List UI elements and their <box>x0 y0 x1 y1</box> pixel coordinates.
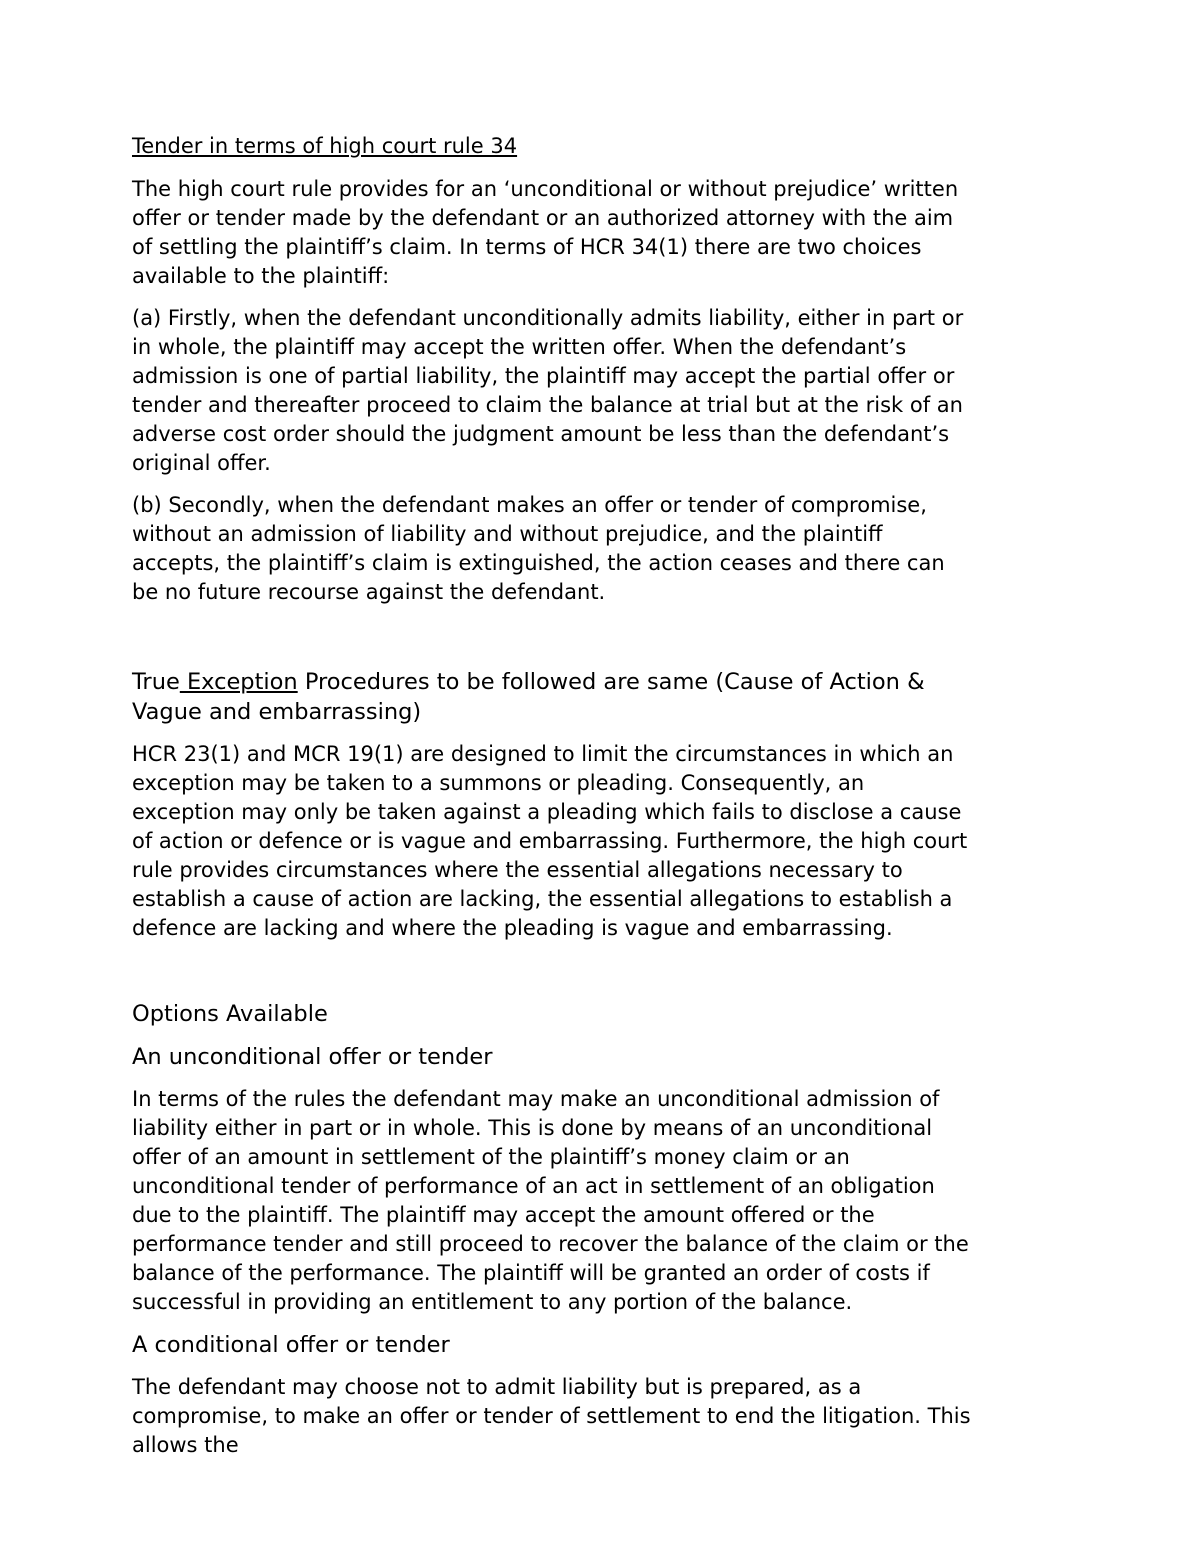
subsection-title-unconditional: An unconditional offer or tender <box>132 1044 493 1070</box>
paragraph-exception: HCR 23(1) and MCR 19(1) are designed to limit the circumstances in which an exception may be taken to a summons or pleading. Consequently, an exception may only be taken against a pleading which fails to disclose a cause of action or defence or is vague and embarrassing. Furthermore, the high court rule provides circumstances where the essential allegations necessary to establish a cause of action are lacking, the essential allegations to establish a defence are lacking and where the pleading is vague and embarrassing. <box>132 742 968 940</box>
title-underlined-word: Exception <box>179 669 298 695</box>
paragraph-conditional: The defendant may choose not to admit liability but is prepared, as a compromise, to make an offer or tender of settlement to end the litigation. This allows the <box>132 1375 971 1457</box>
document-page <box>132 132 972 1473</box>
paragraph-intro: The high court rule provides for an ‘unconditional or without prejudice’ written offer or tender made by the defendant or an authorized attorney with the aim of settling the plaintiff’s claim. In terms of HCR 34(1) there are two choices available to the plaintiff: <box>132 177 959 288</box>
section-title-tender: Tender in terms of high court rule 34 <box>132 134 518 158</box>
title-suffix: Procedures to be followed are same (Cause of Action & Vague and embarrassing) <box>132 669 925 725</box>
section-title-options: Options Available <box>132 1001 328 1027</box>
subsection-title-conditional: A conditional offer or tender <box>132 1332 450 1358</box>
title-prefix: True <box>132 669 180 695</box>
section-title-true-exception <box>132 667 972 727</box>
paragraph-option-b: (b) Secondly, when the defendant makes an offer or tender of compromise, without an admission of liability and without prejudice, and the plaintiff accepts, the plaintiff’s claim is extinguished, the action ceases and there can be no future recourse against the defendant. <box>132 493 945 604</box>
paragraph-option-a: (a) Firstly, when the defendant unconditionally admits liability, either in part or in whole, the plaintiff may accept the written offer. When the defendant’s admission is one of partial liability, the plaintiff may accept the partial offer or tender and thereafter proceed to claim the balance at trial but at the risk of an adverse cost order should the judgment amount be less than the defendant’s original offer. <box>132 306 964 475</box>
paragraph-unconditional: In terms of the rules the defendant may make an unconditional admission of liability either in part or in whole. This is done by means of an unconditional offer of an amount in settlement of the plaintiff’s money claim or an unconditional tender of performance of an act in settlement of an obligation due to the plaintiff. The plaintiff may accept the amount offered or the performance tender and still proceed to recover the balance of the claim or the balance of the performance. The plaintiff will be granted an order of costs if successful in providing an entitlement to any portion of the balance. <box>132 1087 969 1314</box>
